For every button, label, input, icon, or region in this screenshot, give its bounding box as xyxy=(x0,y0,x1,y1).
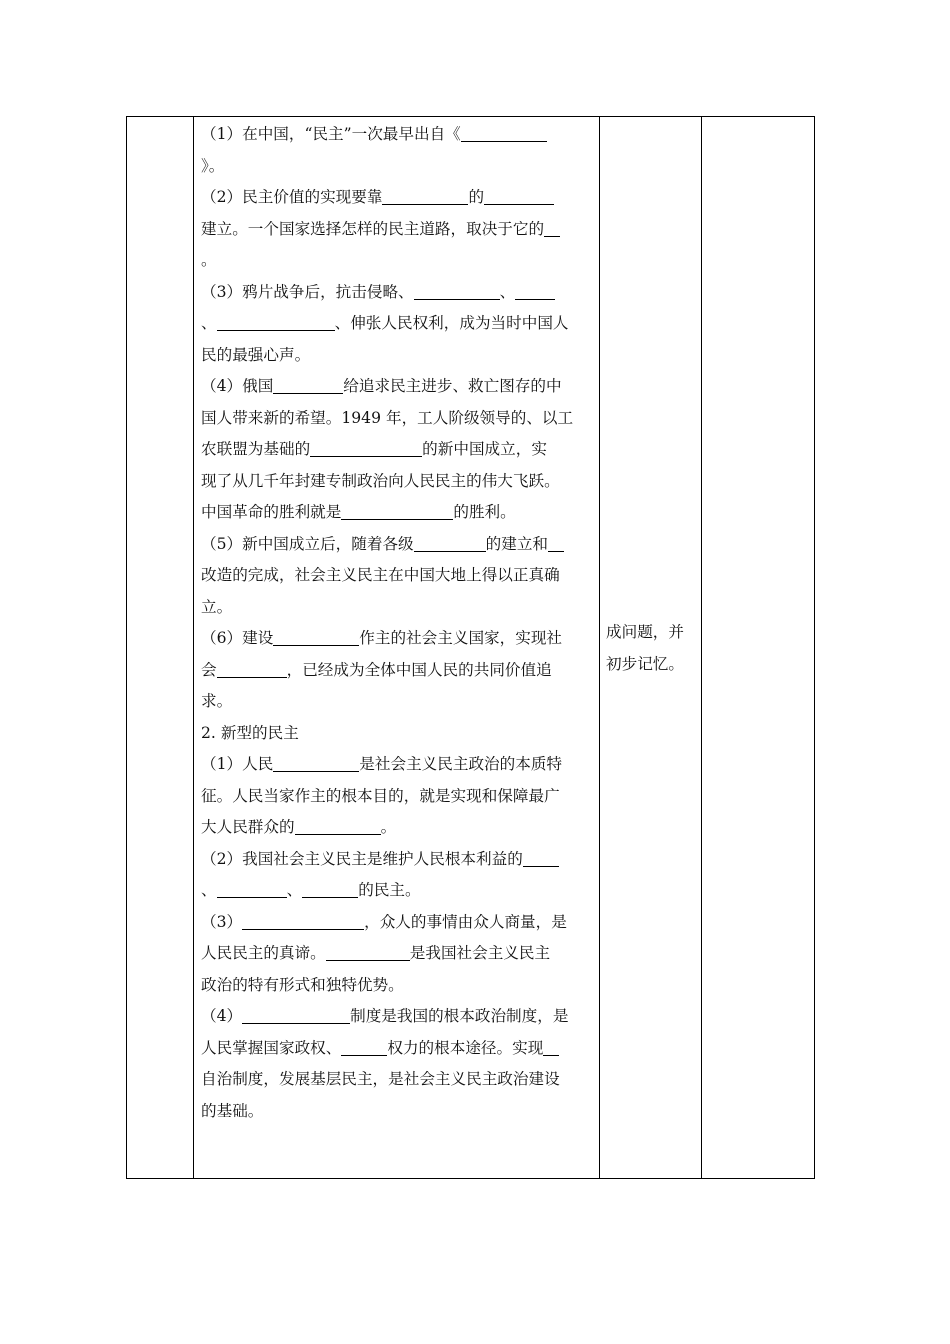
blank[interactable] xyxy=(461,123,547,142)
blank[interactable] xyxy=(273,627,359,646)
blank[interactable] xyxy=(543,1037,559,1056)
text-line: 、 、 的民主。 xyxy=(201,881,421,899)
blank[interactable] xyxy=(242,1005,350,1024)
note-cell xyxy=(606,617,698,680)
blank[interactable] xyxy=(341,1037,387,1056)
text-line: 的基础。 xyxy=(201,1101,264,1120)
column-divider-2 xyxy=(599,117,600,1178)
text-line: 、 、伸张人民权利，成为当时中国人 xyxy=(201,314,569,332)
text-line: 建立。一个国家选择怎样的民主道路，取决于它的 xyxy=(201,214,597,246)
text-line: 。 xyxy=(201,251,217,269)
blank[interactable] xyxy=(341,501,453,520)
blank[interactable] xyxy=(382,186,468,205)
blank[interactable] xyxy=(217,879,287,898)
text-line: （3） ，众人的事情由众人商量，是 xyxy=(201,912,567,931)
text-line: 自治制度，发展基层民主，是社会主义民主政治建设 xyxy=(201,1070,560,1088)
blank[interactable] xyxy=(414,533,486,552)
text-line: （2）我国社会主义民主是维护人民根本利益的 xyxy=(201,844,597,876)
blank[interactable] xyxy=(302,879,358,898)
column-divider-3 xyxy=(701,117,702,1178)
text-line: （3）鸦片战争后，抗击侵略、 、 xyxy=(201,277,597,309)
text-line: （1）在中国，“民主”一次最早出自《 xyxy=(201,119,597,151)
blank[interactable] xyxy=(515,281,555,300)
blank[interactable] xyxy=(273,375,343,394)
blank[interactable] xyxy=(217,659,287,678)
blank[interactable] xyxy=(484,186,554,205)
text-line: 政治的特有形式和独特优势。 xyxy=(201,975,404,994)
text-line: 人民掌握国家政权、 权力的根本途径。实现 xyxy=(201,1033,597,1065)
text-line: 国人带来新的希望。1949 年，工人阶级领导的、以工 xyxy=(201,408,574,427)
blank[interactable] xyxy=(295,816,381,835)
text-line: 现了从几千年封建专制政治向人民民主的伟大飞跃。 xyxy=(201,471,560,490)
blank[interactable] xyxy=(273,753,359,772)
content-cell xyxy=(201,119,597,1127)
lesson-table xyxy=(126,116,815,1179)
blank[interactable] xyxy=(326,942,410,961)
blank[interactable] xyxy=(310,438,422,457)
text-line: 》。 xyxy=(201,156,225,175)
text-line: （1）人民 是社会主义民主政治的本质特 xyxy=(201,755,563,773)
text-line: 大人民群众的 。 xyxy=(201,818,397,836)
text-line: （5）新中国成立后，随着各级 的建立和 xyxy=(201,529,597,561)
text-line: 改造的完成，社会主义民主在中国大地上得以正真确 xyxy=(201,566,560,584)
column-divider-1 xyxy=(193,117,194,1178)
text-line: 立。 xyxy=(201,597,233,616)
blank[interactable] xyxy=(242,911,364,930)
text-line: 人民民主的真谛。 是我国社会主义民主 xyxy=(201,944,551,962)
text-line: 求。 xyxy=(201,692,233,710)
text-line: 民的最强心声。 xyxy=(201,345,311,364)
text-line: 农联盟为基础的 的新中国成立，实 xyxy=(201,440,547,458)
text-line: （4）俄国 给追求民主进步、救亡图存的中 xyxy=(201,377,562,395)
text-line: （4） 制度是我国的根本政治制度，是 xyxy=(201,1007,569,1025)
note-line: 成问题，并 xyxy=(606,623,684,641)
note-line: 初步记忆。 xyxy=(606,654,684,673)
text-line: （6）建设 作主的社会主义国家，实现社 xyxy=(201,629,563,647)
blank[interactable] xyxy=(548,533,564,552)
blank[interactable] xyxy=(414,281,500,300)
text-line: 征。人民当家作主的根本目的，就是实现和保障最广 xyxy=(201,786,560,805)
section-heading: 2. 新型的民主 xyxy=(201,723,299,742)
text-line: （2）民主价值的实现要靠 的 xyxy=(201,182,597,214)
blank[interactable] xyxy=(217,312,335,331)
text-line: 中国革命的胜利就是 的胜利。 xyxy=(201,503,516,521)
blank[interactable] xyxy=(523,848,559,867)
text-line: 会 ，已经成为全体中国人民的共同价值追 xyxy=(201,660,552,679)
blank[interactable] xyxy=(544,218,560,237)
